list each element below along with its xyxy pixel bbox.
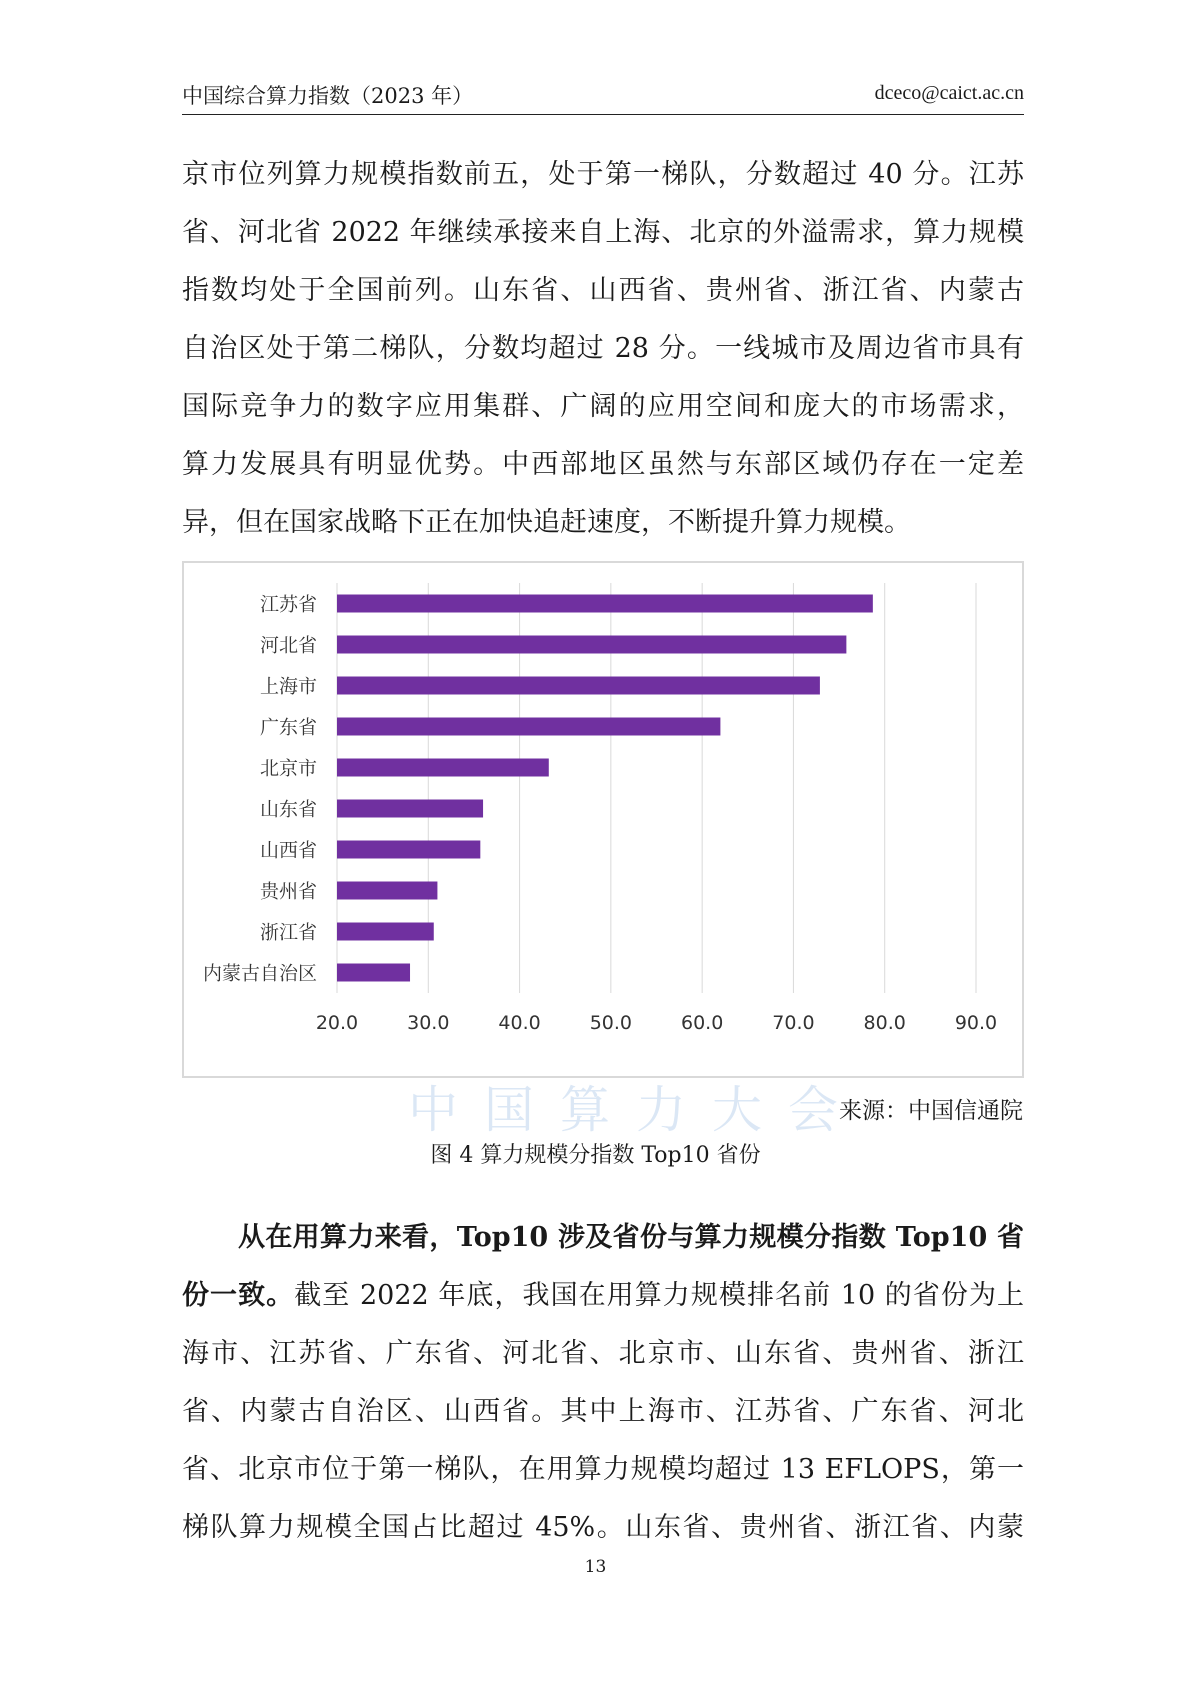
bar [337,759,549,777]
category-label: 广东省 [259,716,317,739]
bar-chart [182,561,1024,1078]
bar [337,800,483,818]
paragraph-line: 梯队算力规模全国占比超过 45%。山东省、贵州省、浙江省、内蒙 [182,1512,1024,1543]
bold-continuation: 份一致。 [182,1280,295,1311]
document-title: 中国综合算力指数（2023 年） [182,84,474,108]
watermark: 中国算力大会 [408,1081,864,1139]
bar [337,923,434,941]
bar [337,841,480,859]
category-label: 河北省 [259,634,317,657]
page-number: 13 [584,1557,607,1577]
category-label: 上海市 [259,675,317,698]
contact-email: dceco@caict.ac.cn [874,82,1024,104]
paragraph-line: 海市、江苏省、广东省、河北省、北京市、山东省、贵州省、浙江 [182,1338,1024,1369]
bar [337,882,437,900]
paragraph-line: 算力发展具有明显优势。中西部地区虽然与东部区域仍存在一定差 [182,449,1024,480]
category-label: 北京市 [259,757,317,780]
category-label: 浙江省 [259,921,317,944]
bar [337,595,873,613]
paragraph-line [182,1267,1024,1325]
category-label: 江苏省 [259,593,317,616]
page-header [182,78,1024,115]
figure-caption: 图 4 算力规模分指数 Top10 省份 [430,1143,761,1168]
category-label: 内蒙古自治区 [202,962,317,985]
bar [337,636,846,654]
paragraph-line: 省、河北省 2022 年继续承接来自上海、北京的外溢需求，算力规模 [182,217,1024,248]
category-label: 山西省 [259,839,317,862]
paragraph-1 [182,146,1024,552]
bar [337,718,720,736]
x-tick-label: 50.0 [589,1012,633,1034]
category-label: 山东省 [259,798,317,821]
x-tick-label: 20.0 [315,1012,359,1034]
paragraph-line: 自治区处于第二梯队，分数均超过 28 分。一线城市及周边省市具有 [182,333,1024,364]
paragraph-line: 京市位列算力规模指数前五，处于第一梯队，分数超过 40 分。江苏 [182,159,1024,190]
paragraph-line: 异，但在国家战略下正在加快追赶速度，不断提升算力规模。 [182,507,911,538]
x-tick-label: 30.0 [407,1012,450,1034]
paragraph-line [182,1209,1024,1267]
category-label: 贵州省 [259,880,317,903]
bar [337,964,410,982]
paragraph-line: 省、内蒙古自治区、山西省。其中上海市、江苏省、广东省、河北 [182,1396,1024,1427]
bar [337,677,820,695]
chart-source: 来源：中国信通院 [839,1098,1023,1124]
line-text: 截至 2022 年底，我国在用算力规模排名前 10 的省份为上 [294,1280,1024,1311]
x-tick-label: 80.0 [863,1012,906,1034]
paragraph-line: 指数均处于全国前列。山东省、山西省、贵州省、浙江省、内蒙古 [182,275,1024,306]
x-tick-label: 60.0 [680,1012,724,1034]
bar-chart-svg [184,563,1022,1076]
paragraph-2 [182,1209,1024,1557]
x-tick-label: 90.0 [954,1012,998,1034]
x-tick-label: 70.0 [772,1012,815,1034]
paragraph-line: 国际竞争力的数字应用集群、广阔的应用空间和庞大的市场需求， [182,391,1024,422]
bold-lead: 从在用算力来看，Top10 涉及省份与算力规模分指数 Top10 省 [238,1222,1024,1253]
paragraph-line: 省、北京市位于第一梯队，在用算力规模均超过 13 EFLOPS，第一 [182,1454,1024,1485]
x-tick-label: 40.0 [498,1012,541,1034]
